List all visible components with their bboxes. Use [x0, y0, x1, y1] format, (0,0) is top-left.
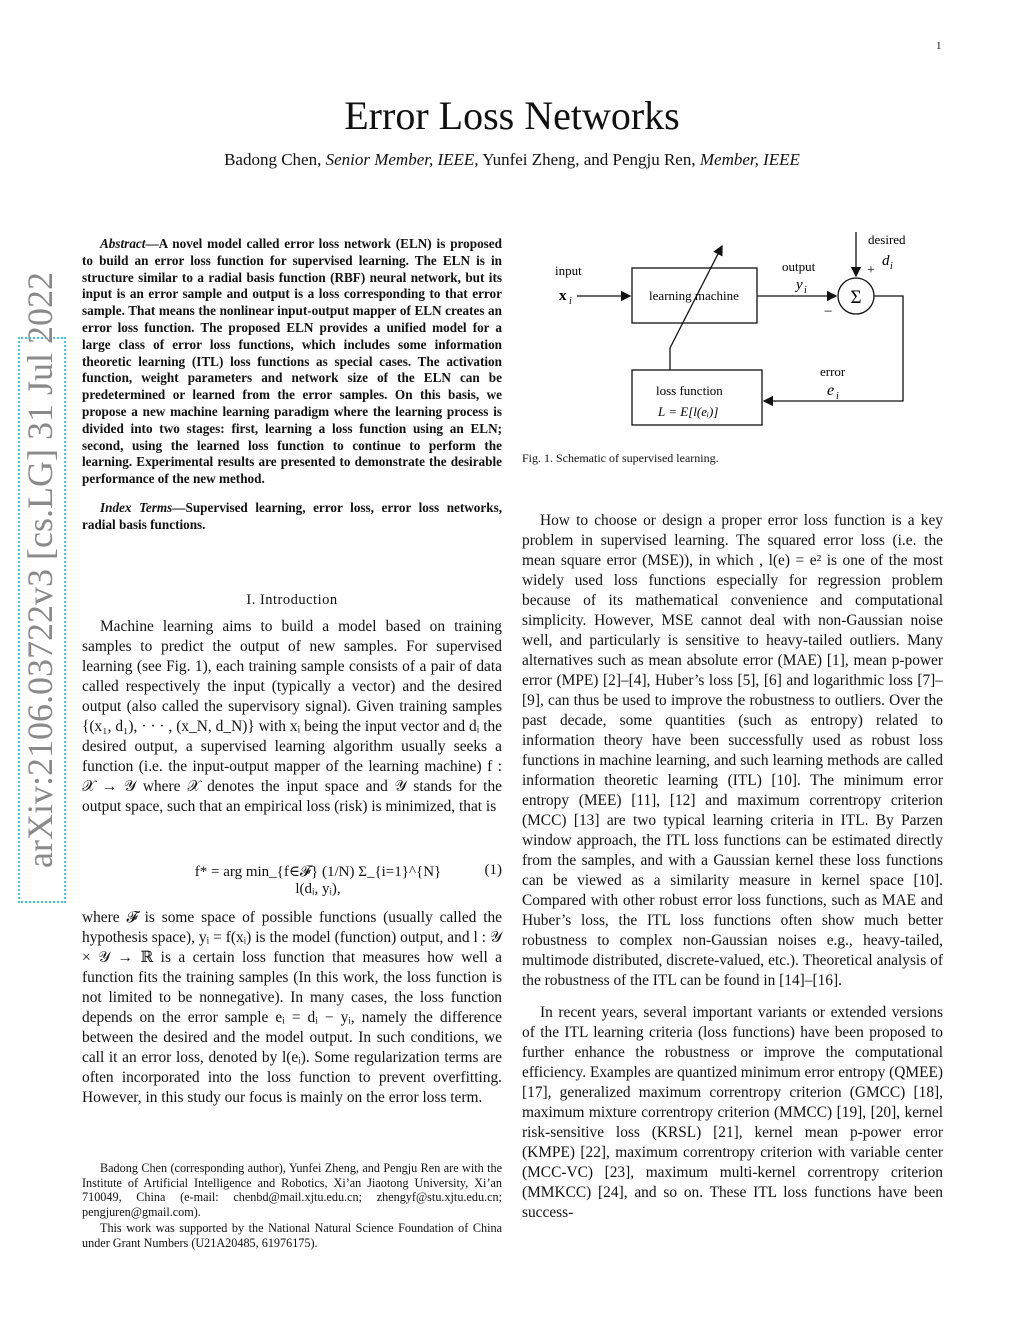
author-3: and Pengju Ren, [583, 150, 696, 169]
right-p1-text: How to choose or design a proper error loss function is a key problem in supervised learning. The squared error loss (i.e. the mean square error (MSE)), in which , l(e) = e² is one of the most widely used loss functions especially for regression problem because of its mathematical convenience and computational simplicity. However, MSE cannot deal with non-Gaussian noise well, and particularly is sensitive to heavy-tailed outliers. Many alternatives such as mean absolute error (MAE) [1], mean p-power error (MPE) [2]–[4], Huber’s loss [5], [6] and logarithmic loss [7]–[9], can thus be used to improve the robustness to outliers. Over the past decade, some quantities (such as entropy) related to information theory have been successfully used as robust loss functions in machine learning, and such learning methods are called information theoretic learning (ITL) [10]. The minimum error entropy (MEE) [11], [12] and maximum correntropy criterion (MCC) [13] are two typical learning criteria in ITL. By Parzen window approach, the ITL loss functions can be estimated directly from the samples, and with a Gaussian kernel these loss functions can be viewed as a similarity measure in kernel space [10]. Compared with other robust error loss functions, such as MAE and Huber’s loss, the ITL loss functions often show much better robustness to complex non-Gaussian noises e.g., heavy-tailed, multimode distributed, discrete-valued, etc.). Theoretical analysis of the robustness of the ITL can be found in [14]–[16]. [522, 512, 943, 989]
arxiv-stamp-text: arXiv:2106.03722v3 [cs.LG] 31 Jul 2022 [20, 272, 60, 868]
equation-1-number: (1) [484, 862, 502, 878]
footnote-affiliation: Badong Chen (corresponding author), Yunfei Zheng, and Pengju Ren are with the Institute of Artificial Intelligence and Robotics, Xi’an Jiaotong University, Xi’an 710049, China (e-mail: chenbd@mail.xjtu.edu.cn; zhengyf@stu.xjtu.edu.cn; pengjuren@gmail.com). [82, 1161, 502, 1219]
fig-learning-machine-label: learning machine [649, 288, 739, 303]
fig-desired-var: d [882, 253, 890, 269]
paper-title: Error Loss Networks [344, 93, 680, 138]
index-terms-label: Index Terms [100, 499, 173, 515]
fig-desired-label: desired [868, 232, 906, 247]
author-2: Yunfei Zheng, [482, 150, 580, 169]
fig-output-var: y [796, 277, 803, 293]
fig-plus-sign: + [867, 263, 875, 278]
arxiv-stamp[interactable] [10, 272, 70, 868]
equation-1 [82, 862, 502, 896]
fig-error-label: error [820, 364, 846, 379]
intro-p2-text: where 𝓕 is some space of possible functions (usually called the hypothesis space), yᵢ = f(xᵢ) is the model (function) output, and l : 𝒴 × 𝒴 → ℝ is a certain loss function that measures how well a function fits the training samples (In this work, the loss function is not limited to be nonnegative). In many cases, the loss function depends on the error sample eᵢ = dᵢ − yᵢ, namely the difference between the desired and the model output. In such conditions, we call it an error loss, denoted by l(eᵢ). Some regularization terms are often incorporated into the loss function to prevent overfitting. However, in this study our focus is mainly on the error loss term. [82, 909, 502, 1106]
author-1: Badong Chen, [224, 150, 322, 169]
fig-input-label: input [555, 263, 582, 278]
abstract-block [82, 236, 502, 534]
right-column-text [522, 511, 943, 1223]
intro-paragraph-2 [82, 908, 502, 1108]
equation-1-body: f* = arg min_{f∈𝓕} (1/N) Σ_{i=1}^{N} l(dᵢ, yᵢ), [194, 864, 442, 897]
fig-input-var: x [559, 288, 567, 304]
abstract-label: Abstract [100, 236, 146, 251]
figure-1-diagram [522, 228, 943, 438]
author-line [0, 150, 1024, 170]
footnotes [82, 1161, 502, 1251]
intro-paragraph-1 [82, 617, 502, 817]
fig-output-sub: i [804, 285, 807, 296]
fig-loss-function-label: loss function [656, 383, 723, 398]
index-terms-text: —Supervised learning, error loss, error loss networks, radial basis functions. [82, 499, 503, 532]
fig-desired-sub: i [890, 261, 893, 272]
author-3-role: Member, IEEE [699, 150, 800, 169]
intro-p1-text: Machine learning aims to build a model based on training samples to predict the output of new samples. For supervised learning (see Fig. 1), each training sample consists of a pair of data called respectively the input (typically a vector) and the desired output (also called the supervisory signal). Given training samples {(x₁, d₁), · · · , (x_N, d_N)} with xᵢ being the input vector and dᵢ the desired output, a supervised learning algorithm usually seeks a function (i.e. the input-output mapper of the learning machine) f : 𝒳 → 𝒴 where 𝒳 denotes the input space and 𝒴 stands for the output space, such that an empirical loss (risk) is minimized, that is [82, 618, 502, 815]
fig-loss-formula: L = E[l(eᵢ)] [658, 404, 719, 419]
fig-output-label: output [782, 259, 816, 274]
fig-minus-sign: − [824, 304, 833, 320]
section-heading: I. Introduction [246, 592, 338, 608]
fig-error-var: e [827, 382, 835, 399]
fig-sum-symbol: Σ [850, 287, 862, 308]
author-1-role: Senior Member, IEEE, [325, 150, 479, 169]
page-number: 1 [936, 40, 942, 52]
footnote-funding: This work was supported by the National Natural Science Foundation of China under Grant Numbers (U21A20485, 61976175). [82, 1221, 502, 1250]
figure-1 [522, 228, 943, 438]
right-p2-text: In recent years, several important variants or extended versions of the ITL learning criteria (loss functions) have been proposed to further enhance the robustness or improve the computational efficiency. Examples are quantized minimum error entropy (QMEE) [17], generalized maximum correntropy criterion (GMCC) [18], maximum mixture correntropy criterion (MMCC) [19], [20], kernel risk-sensitive loss (KRSL) [21], kernel mean p-power error (KMPE) [22], maximum correntropy criterion with variable center (MCC-VC) [23], maximum multi-kernel correntropy criterion (MMKCC) [24], and so on. These ITL loss functions have been success- [522, 1004, 943, 1221]
fig-error-sub: i [836, 391, 839, 402]
figure-1-caption: Fig. 1. Schematic of supervised learning. [522, 451, 719, 465]
abstract-text: —A novel model called error loss network (ELN) is proposed to build an error loss function for supervised learning. The ELN is in structure similar to a radial basis function (RBF) neural network, but its input is an error sample and output is a loss corresponding to that error sample. That means the nonlinear input-output mapper of ELN creates an error loss function. The proposed ELN provides a unified model for a large class of error loss functions, which includes some information theoretic learning (ITL) loss functions as special cases. The activation function, weight parameters and network size of the ELN can be predetermined or learned from the error samples. On this basis, we propose a new machine learning paradigm where the learning process is divided into two stages: first, learning a loss function using an ELN; second, using the learned loss function to continue to perform the learning. Experimental results are presented to demonstrate the desirable performance of the new method. [82, 236, 502, 487]
fig-input-sub: i [569, 296, 572, 307]
